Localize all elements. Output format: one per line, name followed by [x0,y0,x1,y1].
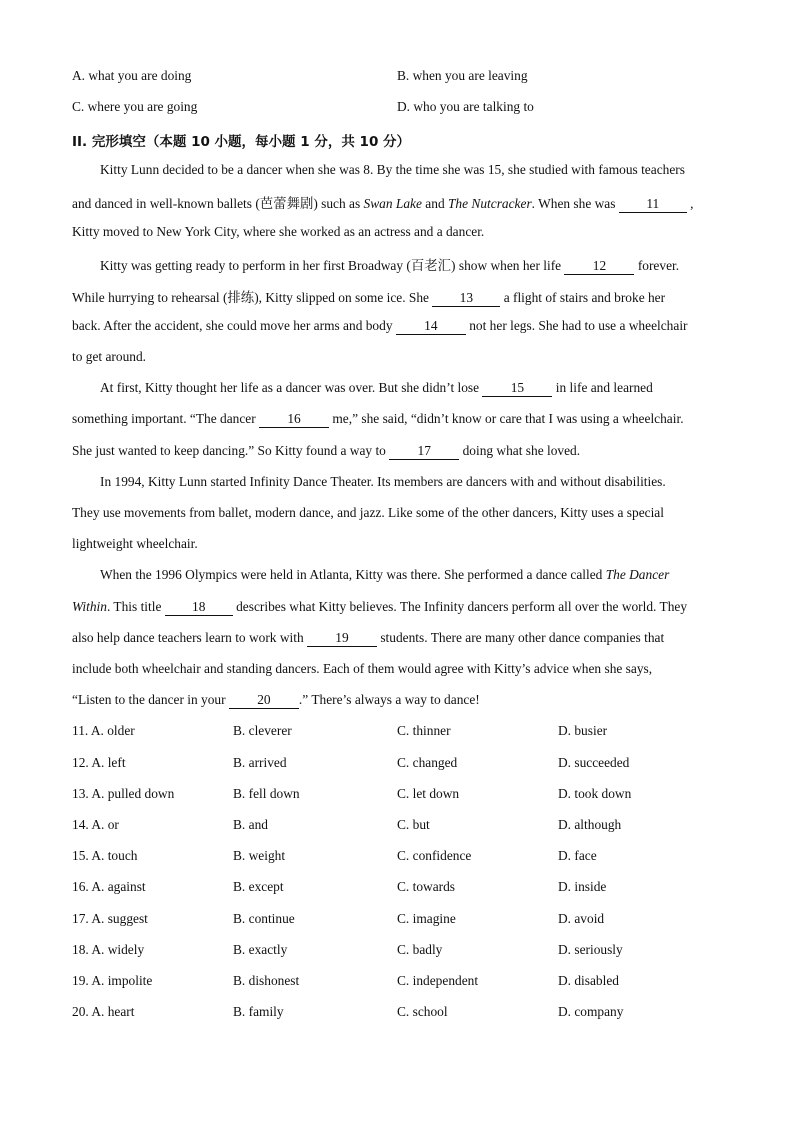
title-dancer-within-1: The Dancer [605,567,670,582]
q11-option-d: D. busier [558,723,608,738]
q20-option-a: 20. A. heart [72,1004,135,1019]
passage-line: something important. “The dancer 16 me,” she said, “didn’t know or care that I was using a wheelchair. [72,411,684,426]
q19-option-c: C. independent [397,973,479,988]
q16-option-c: C. towards [397,879,456,894]
q15-option-d: D. face [558,848,597,863]
prev-option-a: A. what you are doing [72,68,192,83]
passage-line: include both wheelchair and standing dancers. Each of them would agree with Kitty’s advice when she says, [72,661,653,676]
q17-option-b: B. continue [233,911,295,926]
q14-option-d: D. although [558,817,622,832]
title-swan-lake: Swan Lake [363,196,422,211]
passage-line: In 1994, Kitty Lunn started Infinity Dance Theater. Its members are dancers with and without disabilities. [100,474,666,489]
q20-option-c: C. school [397,1004,448,1019]
q13-option-b: B. fell down [233,786,300,801]
q12-option-b: B. arrived [233,755,287,770]
passage-line: While hurrying to rehearsal (排练), Kitty slipped on some ice. She 13 a flight of stairs and broke her [72,290,666,305]
prev-option-b: B. when you are leaving [397,68,528,83]
q17-option-a: 17. A. suggest [72,911,148,926]
passage-line: back. After the accident, she could move her arms and body 14 not her legs. She had to use a wheelchair [72,318,688,333]
passage-line: also help dance teachers learn to work with 19 students. There are many other dance companies that [72,630,665,645]
q11-option-b: B. cleverer [233,723,292,738]
q11-option-a: 11. A. older [72,723,135,738]
q13-option-d: D. took down [558,786,632,801]
passage-line: Kitty moved to New York City, where she worked as an actress and a dancer. [72,224,485,239]
title-dancer-within-2: Within [72,599,107,614]
section-title: II. 完形填空（本题 10 小题，每小题 1 分，共 10 分） [72,134,411,150]
q15-option-b: B. weight [233,848,286,863]
q12-option-c: C. changed [397,755,458,770]
q12-option-a: 12. A. left [72,755,126,770]
passage-line: Kitty was getting ready to perform in her first Broadway (百老汇) show when her life 12 forever. [100,258,680,273]
passage-line: She just wanted to keep dancing.” So Kitty found a way to 17 doing what she loved. [72,443,581,458]
q13-option-a: 13. A. pulled down [72,786,175,801]
passage-line: Within. This title 18 describes what Kitty believes. The Infinity dancers perform all over the world. They [72,599,688,614]
passage-line: “Listen to the dancer in your 20 .” There’s always a way to dance! [72,692,480,707]
q18-option-c: C. badly [397,942,443,957]
blank-11: 11 [619,197,687,213]
q16-option-a: 16. A. against [72,879,146,894]
passage-line: At first, Kitty thought her life as a dancer was over. But she didn’t lose 15 in life and learned [100,380,653,395]
passage-line: lightweight wheelchair. [72,536,198,551]
blank-13: 13 [432,291,500,307]
blank-17: 17 [389,444,459,460]
q18-option-d: D. seriously [558,942,623,957]
blank-18: 18 [165,600,233,616]
q16-option-b: B. except [233,879,284,894]
q18-option-a: 18. A. widely [72,942,145,957]
prev-option-c: C. where you are going [72,99,198,114]
q19-option-b: B. dishonest [233,973,300,988]
q12-option-d: D. succeeded [558,755,630,770]
passage-line: and danced in well-known ballets (芭蕾舞剧) such as Swan Lake and The Nutcracker. When she was 11 , [72,196,694,211]
q15-option-c: C. confidence [397,848,472,863]
q15-option-a: 15. A. touch [72,848,138,863]
passage-line: to get around. [72,349,147,364]
q14-option-c: C. but [397,817,430,832]
blank-16: 16 [259,412,329,428]
q14-option-b: B. and [233,817,268,832]
passage-line: They use movements from ballet, modern dance, and jazz. Like some of the other dancers, Kitty uses a special [72,505,664,520]
q13-option-c: C. let down [397,786,460,801]
q14-option-a: 14. A. or [72,817,119,832]
q19-option-a: 19. A. impolite [72,973,153,988]
blank-12: 12 [564,259,634,275]
blank-15: 15 [482,381,552,397]
title-nutcracker: The Nutcracker [447,196,532,211]
passage-line: When the 1996 Olympics were held in Atlanta, Kitty was there. She performed a dance called The Dancer [100,567,670,582]
prev-option-d: D. who you are talking to [397,99,534,114]
q17-option-c: C. imagine [397,911,456,926]
q20-option-d: D. company [558,1004,624,1019]
blank-20: 20 [229,693,299,709]
q20-option-b: B. family [233,1004,284,1019]
blank-14: 14 [396,319,466,335]
q19-option-d: D. disabled [558,973,619,988]
q11-option-c: C. thinner [397,723,451,738]
q16-option-d: D. inside [558,879,607,894]
passage-line: Kitty Lunn decided to be a dancer when she was 8. By the time she was 15, she studied with famous teachers [100,162,685,177]
q18-option-b: B. exactly [233,942,288,957]
blank-19: 19 [307,631,377,647]
q17-option-d: D. avoid [558,911,605,926]
